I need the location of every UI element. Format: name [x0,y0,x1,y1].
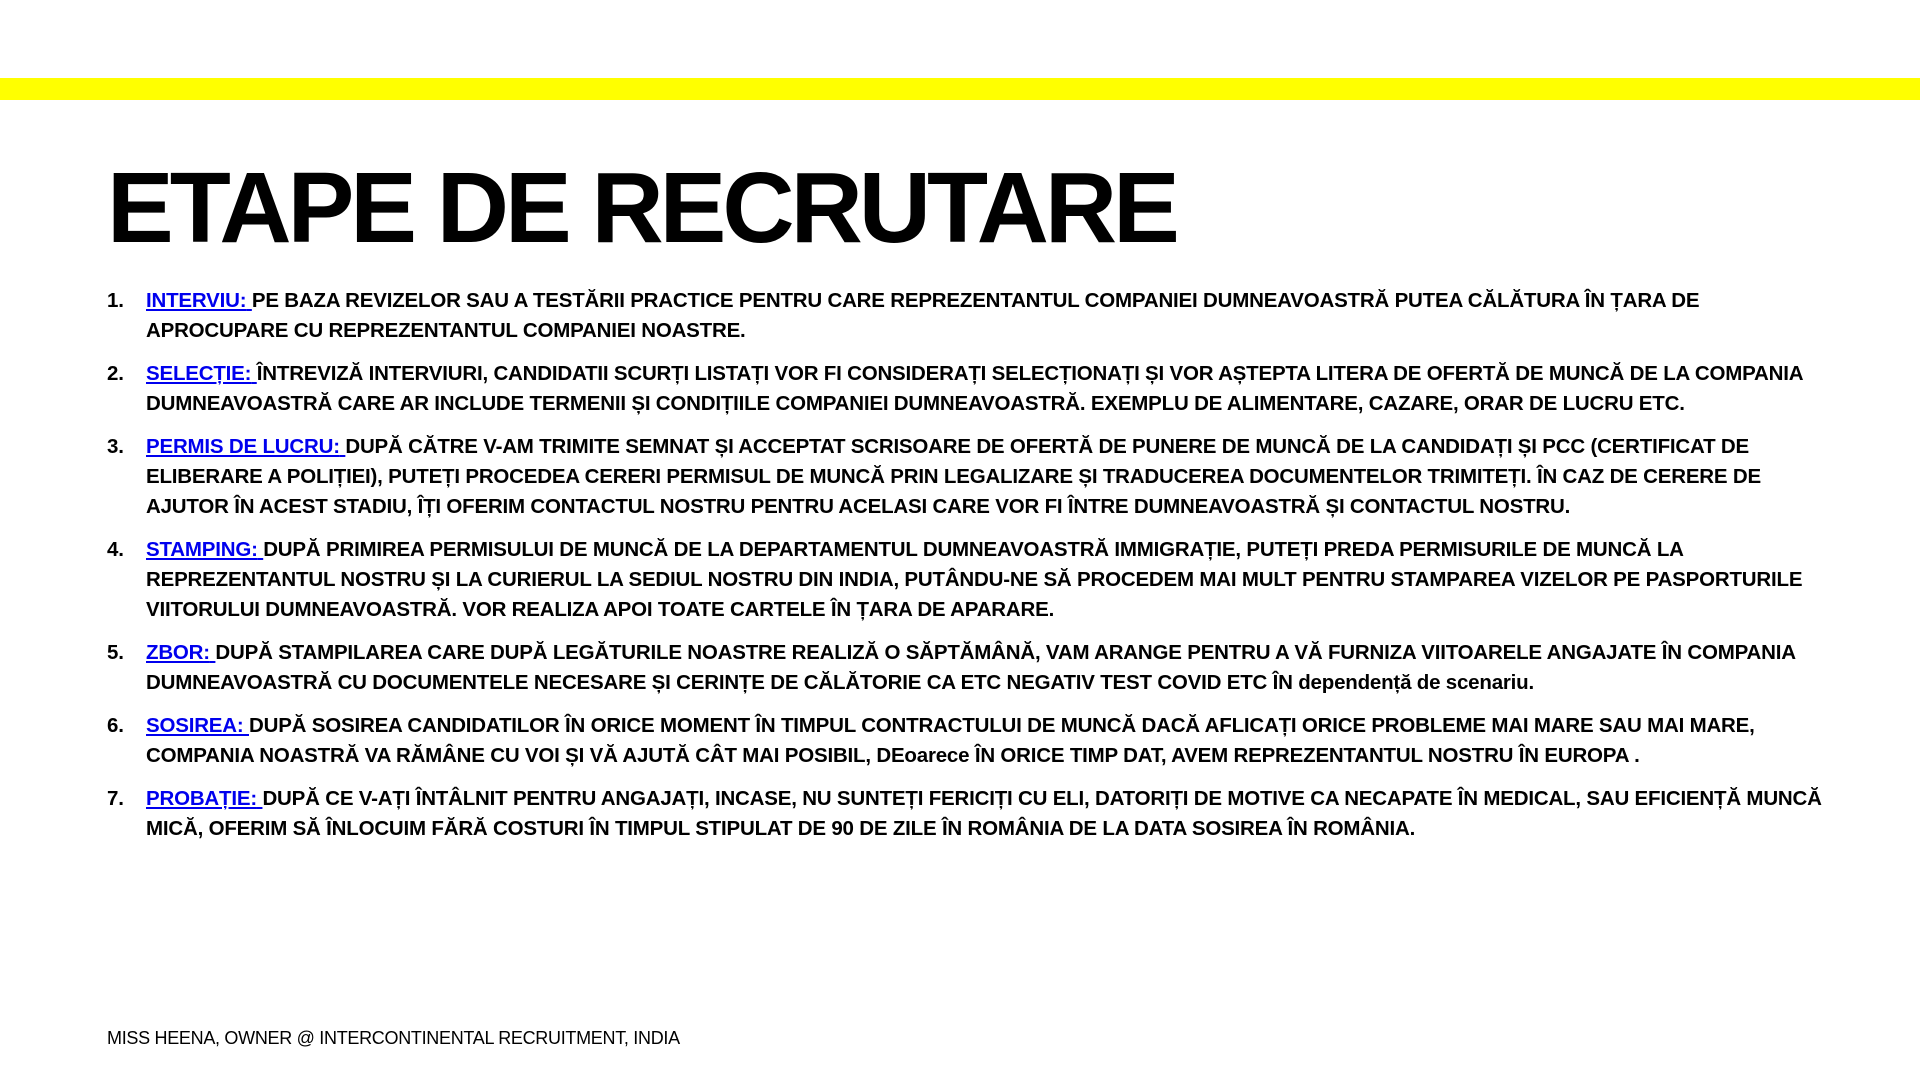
step-number: 1. [107,289,124,312]
step-number: 3. [107,435,124,458]
step-link-zbor[interactable]: ZBOR: [146,641,210,664]
accent-band [0,78,1920,100]
step-link-interviu[interactable]: INTERVIU: [146,289,247,312]
step-permis-de-lucru [107,432,1827,522]
step-number: 7. [107,787,124,810]
step-text: PE BAZA REVIZELOR SAU A TESTĂRII PRACTICE PENTRU CARE REPREZENTANTUL COMPANIEI DUMNEAVOASTRĂ PUTEA CĂLĂTURA ÎN ȚARA DE APROCUPARE CU REPREZENTANTUL COMPANIEI NOASTRE. [146,289,1700,342]
step-link-probatie[interactable]: PROBAȚIE: [146,787,257,810]
step-text: DUPĂ PRIMIREA PERMISULUI DE MUNCĂ DE LA DEPARTAMENTUL DUMNEAVOASTRĂ IMMIGRAȚIE, PUTEȚI PREDA PERMISURILE DE MUNCĂ LA REPREZENTANTUL NOSTRU ȘI LA CURIERUL LA SEDIUL NOSTRU DIN INDIA, PUTÂNDU-NE SĂ PROCEDEM MAI MULT PENTRU STAMPAREA VIZELOR PE PASPORTURILE VIITORULUI DUMNEAVOASTRĂ. VOR REALIZA APOI TOATE CARTELE ÎN ȚARA DE APARARE. [146,538,1803,621]
step-text: DUPĂ STAMPILAREA CARE DUPĂ LEGĂTURILE NOASTRE REALIZĂ O SĂPTĂMÂNĂ, VAM ARANGE PENTRU A VĂ FURNIZA VIITOARELE ANGAJATE ÎN COMPANIA DUMNEAVOASTRĂ CU DOCUMENTELE NECESARE ȘI CERINȚE DE CĂLĂTORIE CA ETC NEGATIV TEST COVID ETC ÎN dependență de scenariu. [146,641,1796,694]
step-sosirea [107,711,1827,771]
step-number: 6. [107,714,124,737]
step-number: 5. [107,641,124,664]
step-text: DUPĂ CE V-AȚI ÎNTÂLNIT PENTRU ANGAJAȚI, INCASE, NU SUNTEȚI FERICIȚI CU ELI, DATORIȚI DE MOTIVE CA NECAPATE ÎN MEDICAL, SAU EFICIENȚĂ MUNCĂ MICĂ, OFERIM SĂ ÎNLOCUIM FĂRĂ COSTURI ÎN TIMPUL STIPULAT DE 90 DE ZILE ÎN ROMÂNIA DE LA DATA SOSIREA ÎN ROMÂNIA. [146,787,1822,840]
step-probatie [107,784,1827,844]
step-interviu [107,286,1827,346]
step-number: 2. [107,362,124,385]
step-number: 4. [107,538,124,561]
step-link-selectie[interactable]: SELECȚIE: [146,362,252,385]
slide-title: ETAPE DE RECRUTARE [107,152,1176,264]
step-link-permis-de-lucru[interactable]: PERMIS DE LUCRU: [146,435,340,458]
step-text: DUPĂ SOSIREA CANDIDATILOR ÎN ORICE MOMENT ÎN TIMPUL CONTRACTULUI DE MUNCĂ DACĂ AFLICAȚI ORICE PROBLEME MAI MARE SAU MAI MARE, COMPANIA NOASTRĂ VA RĂMÂNE CU VOI ȘI VĂ AJUTĂ CÂT MAI POSIBIL, DEoarece ÎN ORICE TIMP DAT, AVEM REPREZENTANTUL NOSTRU ÎN EUROPA . [146,714,1755,767]
recruitment-steps-list [107,286,1827,857]
step-stamping [107,535,1827,625]
step-link-stamping[interactable]: STAMPING: [146,538,258,561]
step-text: DUPĂ CĂTRE V-AM TRIMITE SEMNAT ȘI ACCEPTAT SCRISOARE DE OFERTĂ DE PUNERE DE MUNCĂ DE LA CANDIDAȚI ȘI PCC (CERTIFICAT DE ELIBERARE A POLIȚIEI), PUTEȚI PROCEDEA CERERI PERMISUL DE MUNCĂ PRIN LEGALIZARE ȘI TRADUCEREA DOCUMENTELOR TRIMITEȚI. ÎN CAZ DE CERERE DE AJUTOR ÎN ACEST STADIU, ÎȚI OFERIM CONTACTUL NOSTRU PENTRU ACELASI CARE VOR FI ÎNTRE DUMNEAVOASTRĂ ȘI CONTACTUL NOSTRU. [146,435,1761,518]
step-selectie [107,359,1827,419]
step-zbor [107,638,1827,698]
slide-footer: MISS HEENA, OWNER @ INTERCONTINENTAL RECRUITMENT, INDIA [107,1028,680,1048]
step-link-sosirea[interactable]: SOSIREA: [146,714,244,737]
step-text: ÎNTREVIZĂ INTERVIURI, CANDIDATII SCURȚI LISTAȚI VOR FI CONSIDERAȚI SELECȚIONAȚI ȘI VOR AȘTEPTA LITERA DE OFERTĂ DE MUNCĂ DE LA COMPANIA DUMNEAVOASTRĂ CARE AR INCLUDE TERMENII ȘI CONDIȚIILE COMPANIEI DUMNEAVOASTRĂ. EXEMPLU DE ALIMENTARE, CAZARE, ORAR DE LUCRU ETC. [146,362,1803,415]
